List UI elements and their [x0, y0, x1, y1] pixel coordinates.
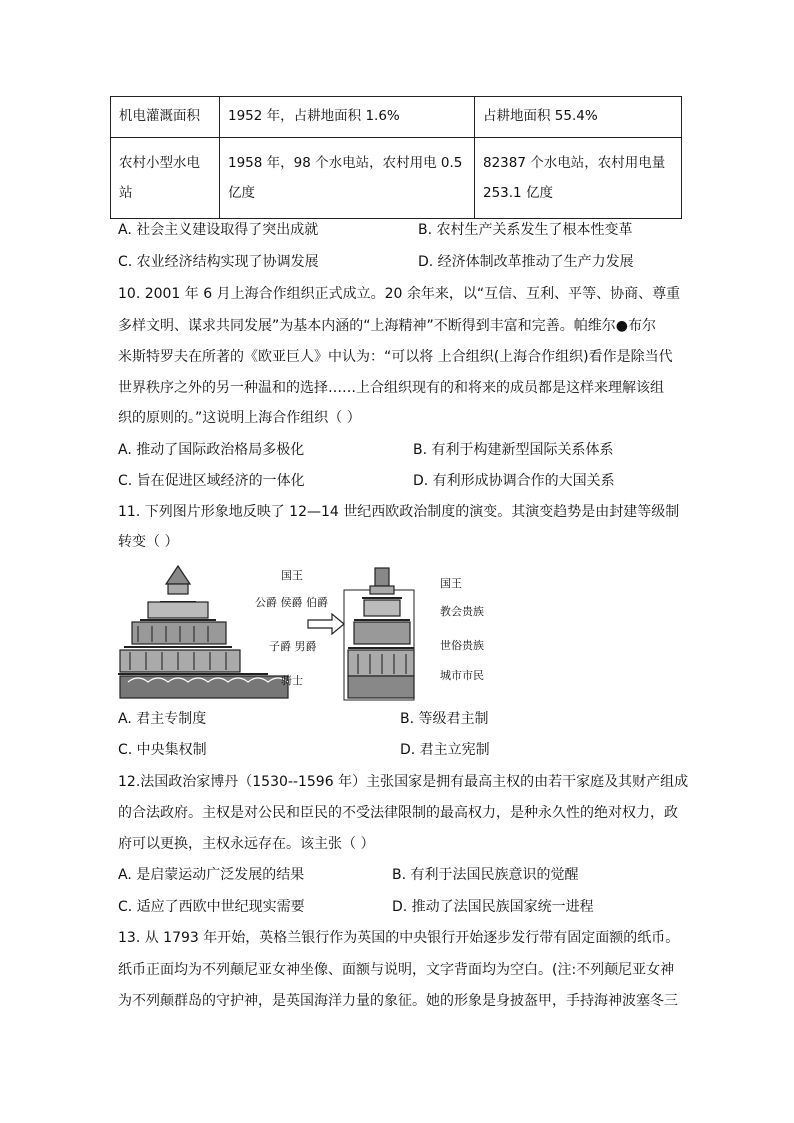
- q12-option-a[interactable]: A. 是启蒙运动广泛发展的结果: [118, 867, 305, 883]
- q11-option-d[interactable]: D. 君主立宪制: [400, 742, 490, 758]
- q12-stem-line: 12.法国政治家博丹（1530--1596 年）主张国家是拥有最高主权的由若干家庭及其财产组成: [118, 774, 689, 790]
- table-cell: 1952 年，占耕地面积 1.6%: [220, 97, 475, 138]
- q9-option-b[interactable]: B. 农村生产关系发生了根本性变革: [418, 222, 633, 238]
- q10-stem-line: 多样文明、谋求共同发展”为基本内涵的“上海精神”不断得到丰富和完善。帕维尔●布尔: [118, 318, 656, 334]
- q10-option-c[interactable]: C. 旨在促进区域经济的一体化: [118, 473, 305, 489]
- q12-option-c[interactable]: C. 适应了西欧中世纪现实需要: [118, 899, 305, 915]
- table-cell: 1958 年，98 个水电站，农村用电 0.5 亿度: [220, 138, 475, 219]
- q11-stem-line: 11. 下列图片形象地反映了 12—14 世纪西欧政治制度的演变。其演变趋势是由封建等级制: [118, 504, 680, 520]
- q12-option-b[interactable]: B. 有利于法国民族意识的觉醒: [392, 867, 579, 883]
- q10-option-a[interactable]: A. 推动了国际政治格局多极化: [118, 442, 305, 458]
- figure-label: 教会贵族: [440, 605, 484, 618]
- table-row: [111, 138, 682, 219]
- q13-stem-line: 为不列颠群岛的守护神，是英国海洋力量的象征。她的形象是身披盔甲，手持海神波塞冬三: [118, 993, 678, 1009]
- arrow-right-icon: [308, 614, 344, 634]
- figure-label: 世俗贵族: [440, 639, 484, 652]
- q10-stem-line: 织的原则的。”这说明上海合作组织（ ）: [118, 410, 361, 426]
- q12-option-d[interactable]: D. 推动了法国民族国家统一进程: [392, 899, 594, 915]
- q13-stem-line: 纸币正面均为不列颠尼亚女神坐像、面额与说明，文字背面均为空白。(注:不列颠尼亚女神: [118, 962, 675, 978]
- q9-option-d[interactable]: D. 经济体制改革推动了生产力发展: [418, 254, 634, 270]
- q12-stem-line: 府可以更换，主权永远存在。该主张（ ）: [118, 836, 375, 852]
- q12-stem-line: 的合法政府。主权是对公民和臣民的不受法律限制的最高权力，是种永久性的绝对权力，政: [118, 805, 678, 821]
- table-cell: 82387 个水电站，农村用电量 253.1 亿度: [475, 138, 682, 219]
- table-cell: 农村小型水电站: [111, 138, 220, 219]
- figure-label: 骑士: [281, 674, 303, 687]
- table-cell: 机电灌溉面积: [111, 97, 220, 138]
- q9-option-a[interactable]: A. 社会主义建设取得了突出成就: [118, 222, 319, 238]
- table-cell: 占耕地面积 55.4%: [475, 97, 682, 138]
- q10-option-b[interactable]: B. 有利于构建新型国际关系体系: [413, 442, 614, 458]
- q13-stem-line: 13. 从 1793 年开始，英格兰银行作为英国的中央银行开始逐步发行带有固定面额的纸币。: [118, 930, 680, 946]
- pyramid-figure: [118, 562, 498, 702]
- q9-option-c[interactable]: C. 农业经济结构实现了协调发展: [118, 254, 319, 270]
- q11-option-c[interactable]: C. 中央集权制: [118, 742, 207, 758]
- q10-stem-line: 10. 2001 年 6 月上海合作组织正式成立。20 余年来，以“互信、互利、平等、协商、尊重: [118, 286, 681, 302]
- figure-label: 公爵 侯爵 伯爵: [255, 596, 328, 609]
- feudal-pyramid: [118, 566, 288, 698]
- estate-pyramid: [344, 568, 414, 700]
- q11-option-a[interactable]: A. 君主专制度: [118, 711, 207, 727]
- q11-option-b[interactable]: B. 等级君主制: [400, 711, 489, 727]
- figure-label: 城市市民: [440, 669, 484, 682]
- q10-option-d[interactable]: D. 有利形成协调合作的大国关系: [413, 473, 615, 489]
- figure-label: 国王: [281, 569, 303, 582]
- data-table: [110, 96, 682, 219]
- table-row: [111, 97, 682, 138]
- q10-stem-line: 世界秩序之外的另一种温和的选择……上合组织现有的和将来的成员都是这样来理解该组: [118, 380, 664, 396]
- q11-stem-line: 转变（ ）: [118, 534, 179, 550]
- q10-stem-line: 米斯特罗夫在所著的《欧亚巨人》中认为：“可以将 上合组织(上海合作组织)看作是除当代: [118, 349, 673, 365]
- figure-label: 国王: [440, 577, 462, 590]
- figure-label: 子爵 男爵: [269, 640, 317, 653]
